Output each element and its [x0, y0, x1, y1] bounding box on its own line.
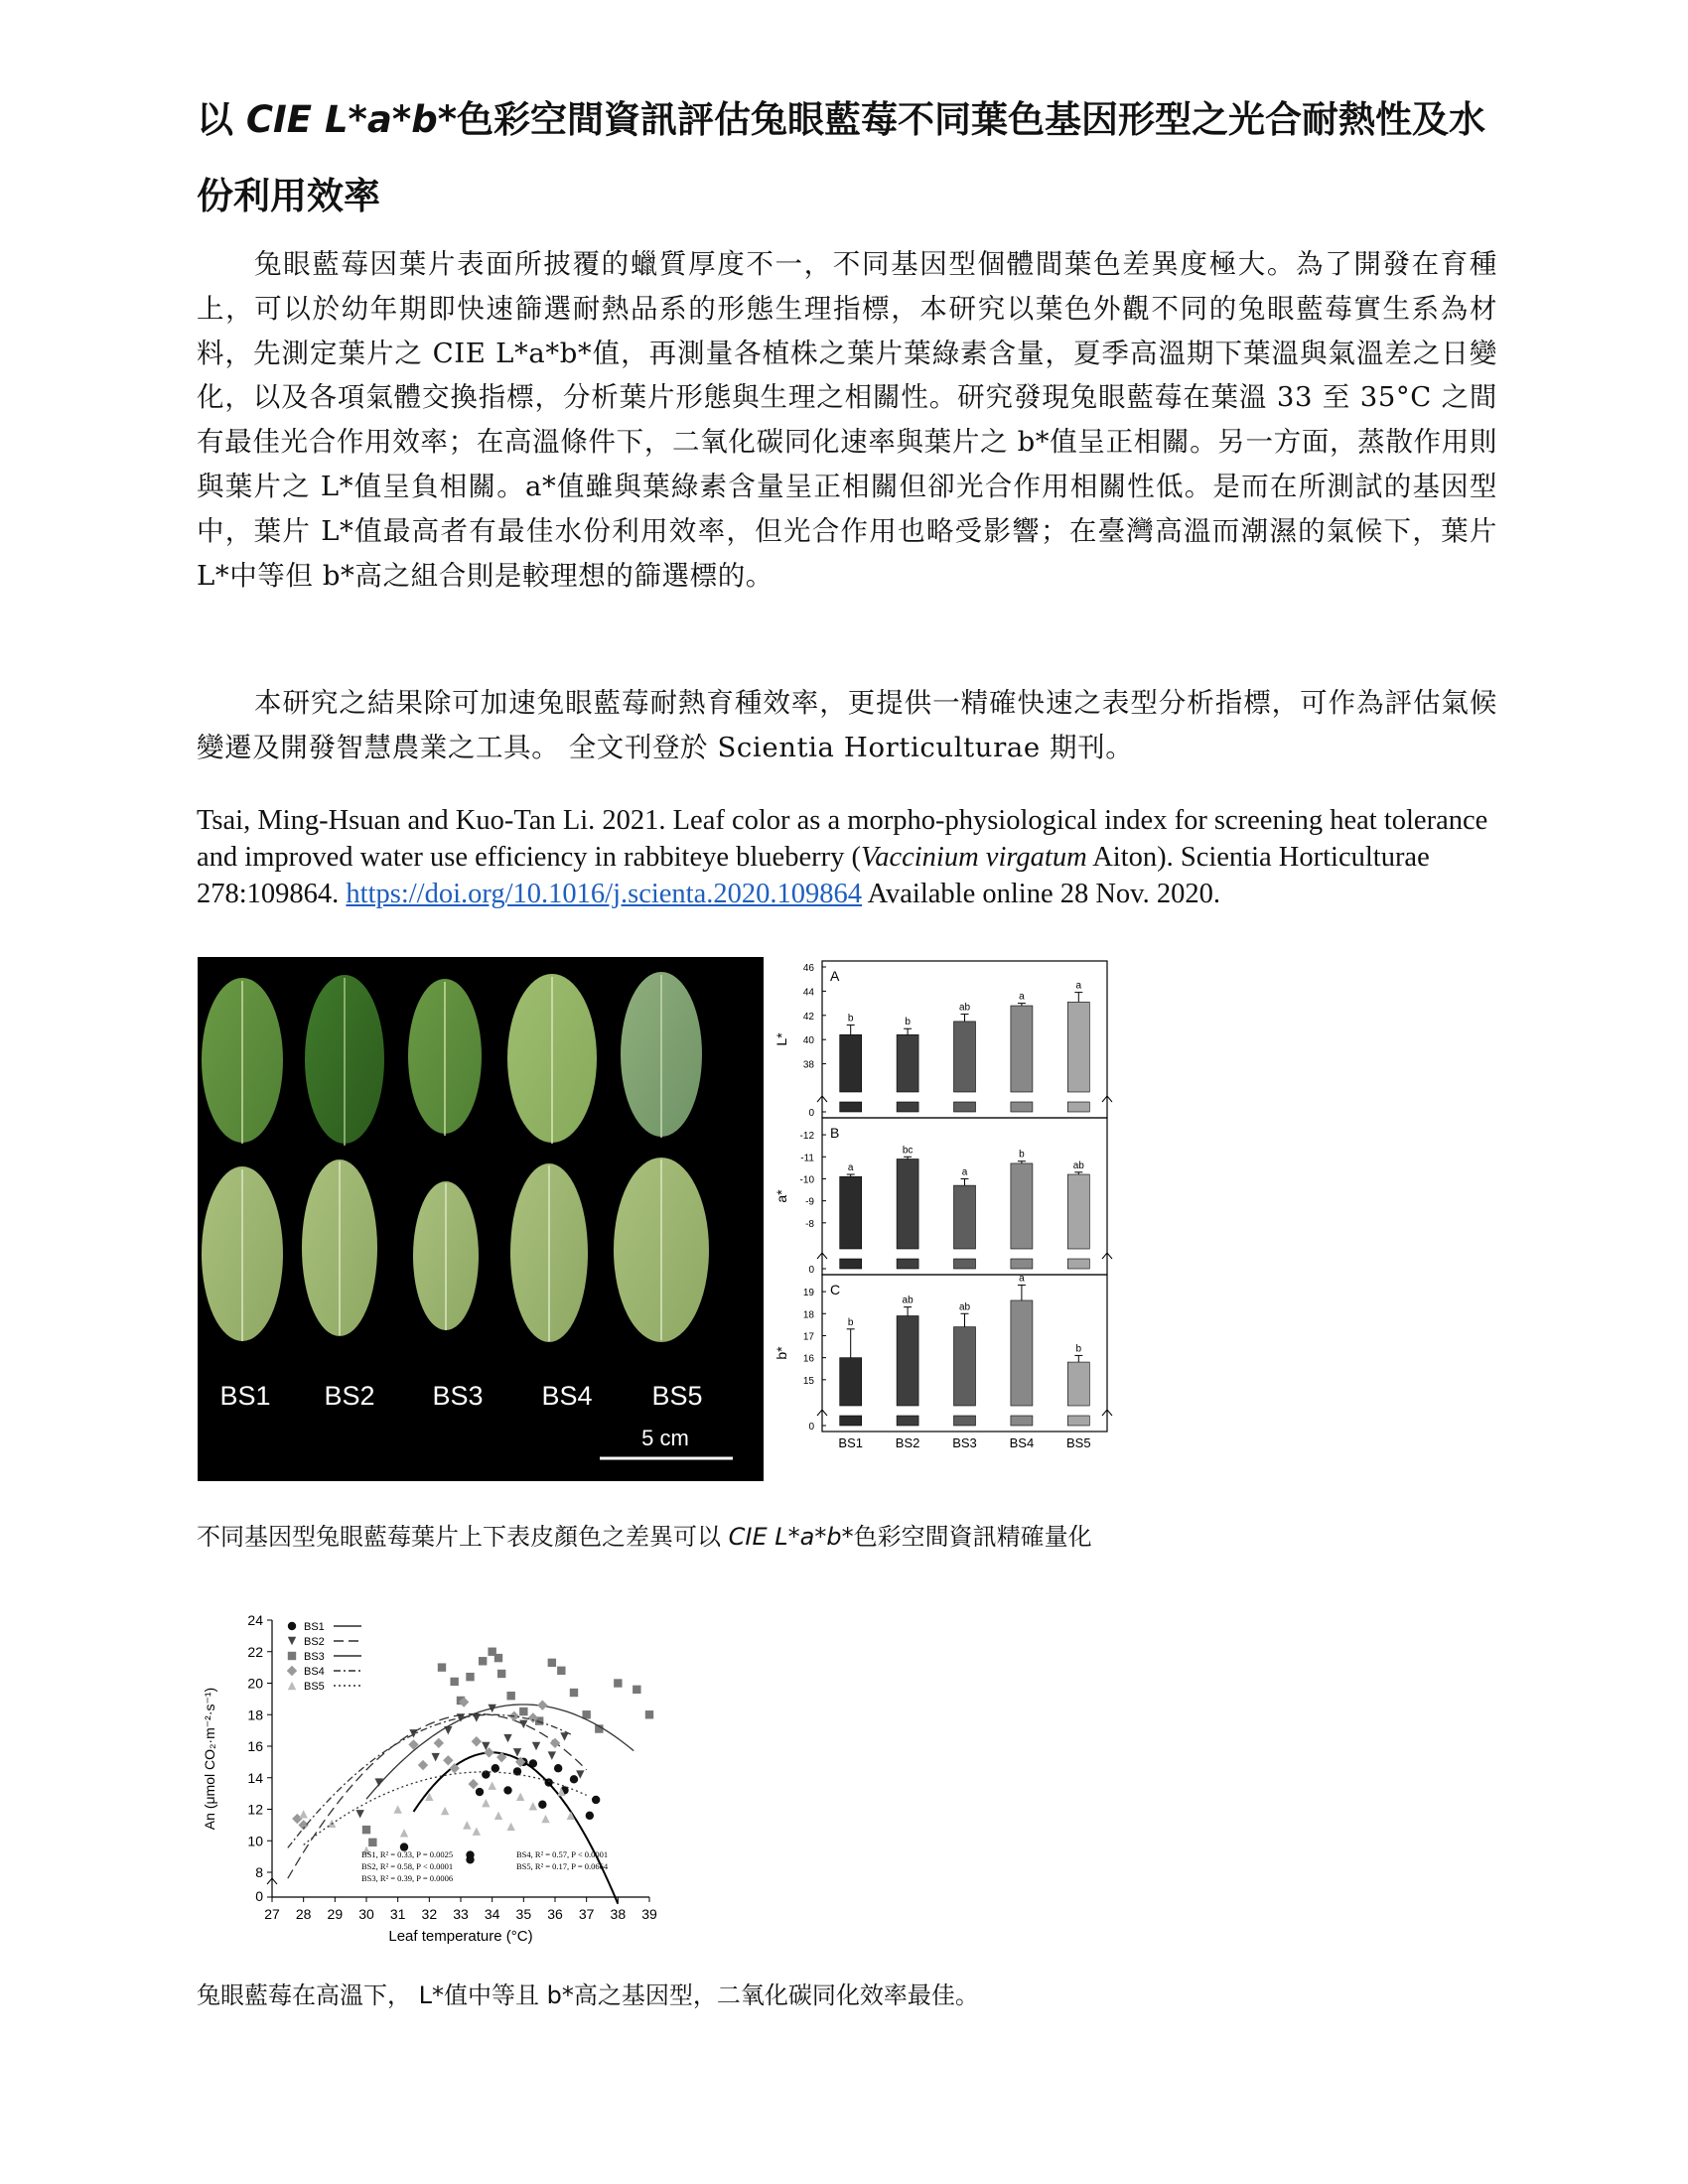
leaf-photo: [198, 957, 764, 1481]
ytick-label: 0: [255, 1888, 263, 1904]
bar-base-B-BS4: [1011, 1259, 1033, 1269]
bar-C-BS4: [1011, 1300, 1033, 1406]
point-BS4: [468, 1779, 478, 1789]
ytick-label: 0: [808, 1108, 814, 1119]
point-BS1: [466, 1855, 474, 1863]
ytick-label: 42: [802, 1011, 814, 1023]
citation-species: Vaccinium virgatum: [860, 842, 1087, 873]
bar-B-BS1: [840, 1176, 862, 1249]
point-BS5: [482, 1799, 490, 1807]
ytick-label: 24: [247, 1612, 263, 1628]
figure-caption-1: [197, 1517, 1092, 1552]
ytick-label: 12: [247, 1801, 263, 1818]
point-BS1: [492, 1764, 499, 1772]
bar-base-C-BS2: [897, 1416, 918, 1426]
leaf-upper-bs5: [621, 972, 702, 1138]
ytick-label: 19: [802, 1288, 814, 1299]
point-BS3: [557, 1667, 565, 1675]
caption1-italic: CIE L*a*b*: [728, 1523, 854, 1551]
point-BS3: [479, 1657, 487, 1665]
ytick-label: 18: [247, 1706, 263, 1723]
xtick-label: 37: [578, 1906, 595, 1922]
regression-stat-BS3: BS3, R² = 0.39, P = 0.0006: [361, 1873, 454, 1883]
significance-letter: a: [961, 1166, 968, 1178]
fit-curve-BS4: [288, 1714, 571, 1847]
category-label-BS2: BS2: [895, 1435, 920, 1450]
point-BS2: [548, 1751, 556, 1759]
bar-base-B-BS1: [840, 1259, 862, 1269]
y-axis-label: An (μmol CO₂·m⁻²·s⁻¹): [202, 1687, 217, 1831]
ytick-label: 10: [247, 1833, 263, 1849]
ytick-label: 20: [247, 1675, 263, 1692]
point-BS3: [497, 1670, 505, 1678]
legend-label-BS5: BS5: [304, 1681, 325, 1693]
bar-base-C-BS5: [1067, 1416, 1089, 1426]
bar-A-BS2: [897, 1034, 918, 1092]
ytick-label: 46: [802, 963, 814, 974]
ytick-label: 16: [247, 1738, 263, 1754]
citation-text: Tsai, Ming-Hsuan and Kuo-Tan Li. 2021. Leaf color as a morpho-physiological index for screening heat tolerance and improved water use efficiency in rabbiteye blueberry (: [197, 805, 1488, 873]
point-BS4: [537, 1701, 547, 1710]
point-BS2: [503, 1734, 511, 1742]
title-rest: 色彩空間資訊評估兔眼藍莓不同葉色基因形型之光合耐熱性及水份利用效率: [197, 98, 1486, 217]
bar-C-BS5: [1067, 1362, 1089, 1406]
point-BS3: [368, 1839, 376, 1846]
bar-base-A-BS4: [1011, 1102, 1033, 1112]
leaf-photo-graphic: [198, 957, 764, 1481]
point-BS2: [560, 1732, 568, 1740]
abstract-paragraph-1: [197, 242, 1497, 598]
xtick-label: 29: [327, 1906, 344, 1922]
category-label-BS1: BS1: [838, 1435, 863, 1450]
citation-date: Available online 28 Nov. 2020.: [862, 879, 1220, 909]
scale-bar-label: 5 cm: [641, 1426, 689, 1450]
point-BS5: [441, 1807, 449, 1815]
citation-journal: Aiton). Scientia Horticulturae 278:109864.: [197, 842, 1430, 909]
bar-base-A-BS1: [840, 1102, 862, 1112]
bar-B-BS2: [897, 1159, 918, 1249]
category-label-BS3: BS3: [952, 1435, 977, 1450]
bar-C-BS3: [954, 1327, 976, 1406]
xtick-label: 30: [358, 1906, 374, 1922]
caption1-text: 不同基因型兔眼藍莓葉片上下表皮顏色之差異可以: [197, 1523, 729, 1551]
point-BS4: [550, 1738, 560, 1748]
point-BS3: [466, 1673, 474, 1681]
xtick-label: 38: [610, 1906, 627, 1922]
category-label-BS4: BS4: [1009, 1435, 1035, 1450]
point-BS2: [519, 1720, 527, 1728]
point-BS5: [529, 1802, 537, 1810]
xtick-label: 31: [389, 1906, 406, 1922]
legend-label-BS1: BS1: [304, 1621, 325, 1633]
bar-base-C-BS1: [840, 1416, 862, 1426]
xtick-label: 28: [295, 1906, 312, 1922]
legend-label-BS2: BS2: [304, 1636, 325, 1648]
point-BS4: [434, 1738, 444, 1748]
ytick-label: 16: [802, 1353, 814, 1365]
point-BS5: [400, 1829, 408, 1837]
bar-A-BS3: [954, 1022, 976, 1092]
significance-letter: b: [1075, 1343, 1082, 1355]
leaf-lower-bs4: [510, 1163, 588, 1342]
legend-label-BS4: BS4: [304, 1666, 325, 1678]
xtick-label: 35: [515, 1906, 532, 1922]
bar-chart-svg: [773, 953, 1120, 1463]
photo-label-bs1: BS1: [219, 1381, 271, 1411]
point-BS3: [548, 1659, 556, 1667]
point-BS3: [633, 1686, 640, 1694]
ytick-label: 0: [808, 1422, 814, 1433]
bar-C-BS2: [897, 1315, 918, 1406]
point-BS2: [355, 1810, 363, 1818]
ytick-label: 15: [802, 1375, 814, 1387]
legend-marker-BS2: [288, 1637, 296, 1645]
significance-letter: a: [1019, 991, 1025, 1003]
title-italic: CIE L*a*b*: [245, 98, 458, 141]
significance-letter: b: [905, 1017, 911, 1028]
regression-stat-BS2: BS2, R² = 0.58, P < 0.0001: [361, 1861, 454, 1871]
point-BS1: [592, 1796, 600, 1804]
point-BS1: [570, 1775, 578, 1783]
figure-caption-2: [197, 1976, 979, 2010]
ytick-label: 0: [808, 1265, 814, 1276]
point-BS5: [299, 1810, 307, 1818]
bar-C-BS1: [840, 1358, 862, 1406]
point-BS3: [506, 1692, 514, 1700]
point-BS1: [538, 1801, 546, 1809]
leaf-lower-bs1: [202, 1166, 283, 1341]
leaf-color-bar-chart: [773, 953, 1120, 1463]
bar-base-C-BS3: [954, 1416, 976, 1426]
panel-label-C: C: [830, 1282, 841, 1297]
point-BS5: [541, 1815, 549, 1823]
ytick-label: 22: [247, 1643, 263, 1660]
panel-label-B: B: [830, 1125, 840, 1141]
point-BS3: [570, 1689, 578, 1697]
legend-marker-BS4: [287, 1666, 297, 1676]
point-BS5: [393, 1805, 401, 1813]
leaf-upper-bs4: [507, 974, 597, 1144]
legend-label-BS3: BS3: [304, 1651, 325, 1663]
ytick-label: -12: [799, 1131, 814, 1143]
point-BS5: [494, 1812, 502, 1820]
bar-base-B-BS3: [954, 1259, 976, 1269]
xtick-label: 39: [641, 1906, 657, 1922]
bar-base-A-BS2: [897, 1102, 918, 1112]
photo-label-bs5: BS5: [651, 1381, 703, 1411]
point-BS5: [506, 1823, 514, 1831]
significance-letter: b: [847, 1316, 854, 1328]
point-BS2: [513, 1748, 521, 1756]
point-BS5: [488, 1781, 495, 1789]
ytick-label: -11: [800, 1153, 814, 1164]
xtick-label: 33: [453, 1906, 469, 1922]
point-BS1: [476, 1788, 484, 1796]
bar-base-A-BS5: [1067, 1102, 1089, 1112]
abstract-paragraph-2: [197, 681, 1497, 770]
significance-letter: a: [1075, 980, 1082, 992]
legend-marker-BS3: [288, 1652, 296, 1660]
bar-A-BS1: [840, 1034, 862, 1092]
caption1-rest: 色彩空間資訊精確量化: [853, 1523, 1092, 1551]
significance-letter: ab: [958, 1301, 971, 1313]
panel-label-A: A: [830, 968, 840, 984]
leaf-upper-bs2: [305, 975, 384, 1146]
point-BS4: [292, 1814, 302, 1824]
ytick-label: 38: [802, 1059, 814, 1071]
leaf-upper-bs1: [202, 978, 283, 1144]
point-BS4: [443, 1755, 453, 1765]
category-label-BS5: BS5: [1066, 1435, 1091, 1450]
significance-letter: bc: [902, 1145, 914, 1157]
bar-base-B-BS2: [897, 1259, 918, 1269]
bar-A-BS4: [1011, 1006, 1033, 1092]
point-BS3: [645, 1710, 653, 1718]
legend-marker-BS5: [288, 1682, 296, 1690]
title-prefix: 以: [197, 98, 246, 141]
point-BS3: [362, 1826, 370, 1834]
bar-B-BS3: [954, 1185, 976, 1249]
ytick-label: -8: [805, 1218, 814, 1230]
significance-letter: ab: [1072, 1160, 1084, 1171]
significance-letter: b: [847, 1013, 854, 1024]
point-BS1: [586, 1812, 594, 1820]
significance-letter: ab: [902, 1295, 914, 1306]
ytick-label: -10: [799, 1174, 814, 1186]
point-BS4: [472, 1736, 482, 1746]
bar-B-BS5: [1067, 1174, 1089, 1249]
xtick-label: 36: [547, 1906, 563, 1922]
bar-B-BS4: [1011, 1163, 1033, 1249]
leaf-lower-bs3: [413, 1181, 479, 1330]
bar-base-B-BS5: [1067, 1259, 1089, 1269]
regression-stat-BS1: BS1, R² = 0.33, P = 0.0025: [361, 1849, 454, 1859]
bar-A-BS5: [1067, 1002, 1089, 1092]
point-BS3: [614, 1679, 622, 1687]
point-BS3: [450, 1678, 458, 1686]
point-BS3: [494, 1654, 502, 1662]
citation: [197, 802, 1497, 912]
xtick-label: 32: [421, 1906, 438, 1922]
panel-ylabel-A: L*: [774, 1032, 789, 1046]
bar-base-C-BS4: [1011, 1416, 1033, 1426]
point-BS1: [554, 1764, 562, 1772]
point-BS2: [431, 1753, 439, 1761]
regression-stat-BS5: BS5, R² = 0.17, P = 0.0664: [516, 1861, 609, 1871]
scatter-chart-svg: [197, 1606, 693, 1944]
regression-stat-BS4: BS4, R² = 0.57, P < 0.0001: [516, 1849, 609, 1859]
point-BS2: [532, 1742, 540, 1750]
photosynthesis-scatter-chart: [197, 1606, 693, 1944]
ytick-label: 17: [802, 1331, 814, 1343]
ytick-label: 44: [802, 987, 814, 999]
point-BS3: [519, 1707, 527, 1715]
xtick-label: 34: [484, 1906, 500, 1922]
panel-ylabel-B: a*: [774, 1189, 789, 1203]
leaf-lower-bs2: [302, 1160, 377, 1336]
point-BS5: [473, 1828, 481, 1836]
photo-label-bs4: BS4: [541, 1381, 593, 1411]
ytick-label: 18: [802, 1309, 814, 1321]
bar-base-A-BS3: [954, 1102, 976, 1112]
significance-letter: ab: [958, 1002, 971, 1014]
photo-label-bs2: BS2: [324, 1381, 375, 1411]
point-BS5: [463, 1821, 471, 1829]
abstract-text-1: 兔眼藍莓因葉片表面所披覆的蠟質厚度不一，不同基因型個體間葉色差異度極大。為了開發在育種上，可以於幼年期即快速篩選耐熱品系的形態生理指標，本研究以葉色外觀不同的兔眼藍莓實生系為材料，先測定葉片之 CIE L*a*b*值，再測量各植株之葉片葉綠素含量，夏季高溫期下葉溫與氣溫差之日變化，以及各項氣體交換指標，分析葉片形態與生理之相關性。研究發現兔眼藍莓在葉溫 33 至 35°C 之間有最佳光合作用效率；在高溫條件下，二氧化碳同化速率與葉片之 b*值呈正相關。另一方面，蒸散作用則與葉片之 L*值呈負相關。a*值雖與葉綠素含量呈正相關但卻光合作用相關性低。是而在所測試的基因型中，葉片 L*值最高者有最佳水份利用效率，但光合作用也略受影響；在臺灣高溫而潮濕的氣候下，葉片 L*中等但 b*高之組合則是較理想的篩選標的。: [197, 248, 1497, 592]
abstract-text-2: 本研究之結果除可加速兔眼藍莓耐熱育種效率，更提供一精確快速之表型分析指標，可作為評估氣候變遷及開發智慧農業之工具。 全文刊登於 Scientia Horticulturae 期刊。: [197, 687, 1497, 763]
xtick-label: 27: [264, 1906, 280, 1922]
point-BS1: [503, 1786, 511, 1794]
ytick-label: -9: [805, 1196, 814, 1208]
legend-marker-BS1: [288, 1622, 296, 1630]
point-BS5: [516, 1793, 524, 1801]
significance-letter: b: [1019, 1149, 1025, 1160]
panel-ylabel-C: b*: [774, 1346, 789, 1360]
caption2-text: 兔眼藍莓在高溫下， L*值中等且 b*高之基因型，二氧化碳同化效率最佳。: [197, 1981, 979, 2009]
ytick-label: 14: [247, 1769, 263, 1786]
ytick-label: 40: [802, 1035, 814, 1047]
x-axis-label: Leaf temperature (°C): [388, 1928, 533, 1944]
significance-letter: a: [1019, 1273, 1025, 1285]
point-BS3: [438, 1663, 446, 1671]
leaf-lower-bs5: [614, 1158, 709, 1342]
leaf-upper-bs3: [408, 979, 482, 1136]
page-title: [197, 81, 1507, 234]
point-BS4: [418, 1760, 428, 1770]
ytick-label: 8: [255, 1864, 263, 1880]
doi-link[interactable]: https://doi.org/10.1016/j.scienta.2020.109864: [346, 879, 863, 909]
significance-letter: a: [847, 1162, 854, 1174]
photo-label-bs3: BS3: [432, 1381, 484, 1411]
